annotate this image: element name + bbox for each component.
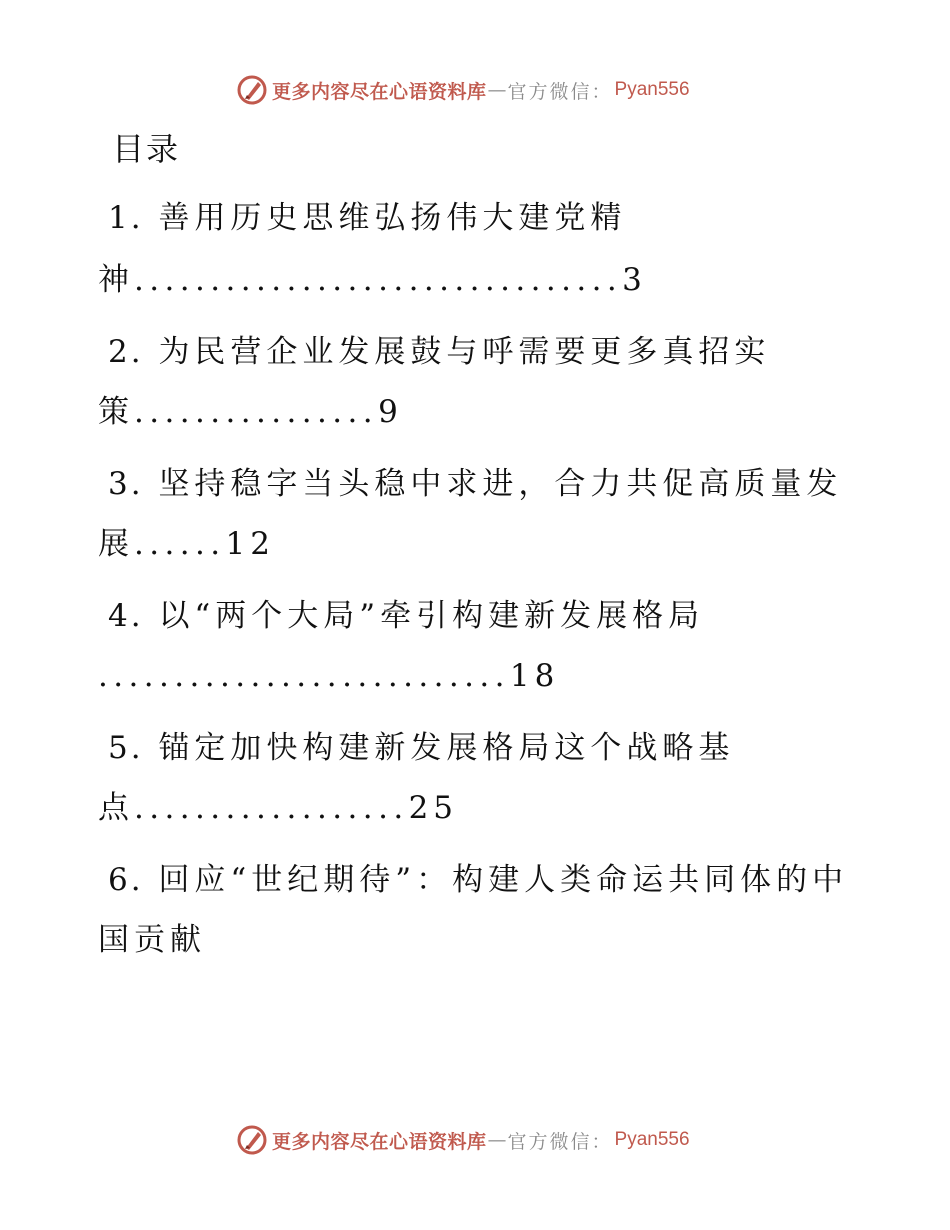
toc-entry-title: 锚定加快构建新发展格局这个战略基 [158,730,735,766]
toc-entry-1-title[interactable] [108,196,626,240]
toc-leader-dots: ........................... [98,658,510,694]
toc-entry-1-continuation[interactable] [98,258,647,302]
toc-entry-6-continuation[interactable] [98,918,206,962]
footer-banner [236,1122,716,1158]
toc-entry-2-title[interactable] [108,330,770,374]
toc-heading: 目录 [112,130,181,168]
toc-entry-3-title[interactable] [108,462,842,506]
toc-entry-title: 为民营企业发展鼓与呼需要更多真招实 [158,334,771,370]
toc-entry-number: 2. [108,334,144,370]
toc-entry-number: 5. [108,730,144,766]
toc-entry-3-continuation[interactable] [98,522,275,566]
pen-logo-icon [236,74,268,106]
toc-entry-5-continuation[interactable] [98,786,458,830]
toc-entry-4-title[interactable] [108,594,704,638]
toc-entry-title: 坚持稳字当头稳中求进，合力共促高质量发 [158,466,843,502]
toc-entry-title-cont: 展 [98,526,134,562]
banner-text: 更多内容尽在心语资料库 [272,80,487,103]
toc-page-number: 3 [622,262,647,298]
toc-leader-dots: ...... [134,526,226,562]
banner-text: 更多内容尽在心语资料库 [272,1130,487,1153]
toc-entry-title-cont: 策 [98,394,134,430]
toc-entry-number: 4. [108,598,144,634]
banner-dash: — [487,79,507,101]
toc-leader-dots: ................................ [134,262,623,298]
banner-wechat-label: 官方微信： [507,1130,613,1153]
toc-entry-title: 以“两个大局”牵引构建新发展格局 [158,598,705,634]
toc-entry-title-cont: 点 [98,790,134,826]
toc-entry-2-continuation[interactable] [98,390,403,434]
toc-entry-4-continuation[interactable] [98,654,559,698]
toc-page-number: 18 [509,658,560,694]
toc-leader-dots: ................ [134,394,379,430]
banner-wechat-label: 官方微信： [507,80,613,103]
toc-entry-title: 回应“世纪期待”：构建人类命运共同体的中 [158,862,849,898]
toc-entry-number: 3. [108,466,144,502]
banner-wechat-id: Pyan556 [614,1129,690,1150]
toc-entry-title-cont: 国贡献 [98,922,206,958]
banner-dash: — [487,1129,507,1151]
toc-entry-title: 善用历史思维弘扬伟大建党精 [158,200,627,236]
toc-page-number: 9 [378,394,403,430]
toc-entry-number: 6. [108,862,144,898]
toc-entry-title-cont: 神 [98,262,134,298]
toc-entry-6-title[interactable] [108,858,848,902]
header-banner [236,72,716,108]
toc-page-number: 25 [408,790,459,826]
toc-entry-number: 1. [108,200,144,236]
toc-entry-5-title[interactable] [108,726,734,770]
pen-logo-icon [236,1124,268,1156]
toc-page-number: 12 [225,526,275,562]
toc-leader-dots: .................. [134,790,409,826]
banner-wechat-id: Pyan556 [614,79,690,100]
